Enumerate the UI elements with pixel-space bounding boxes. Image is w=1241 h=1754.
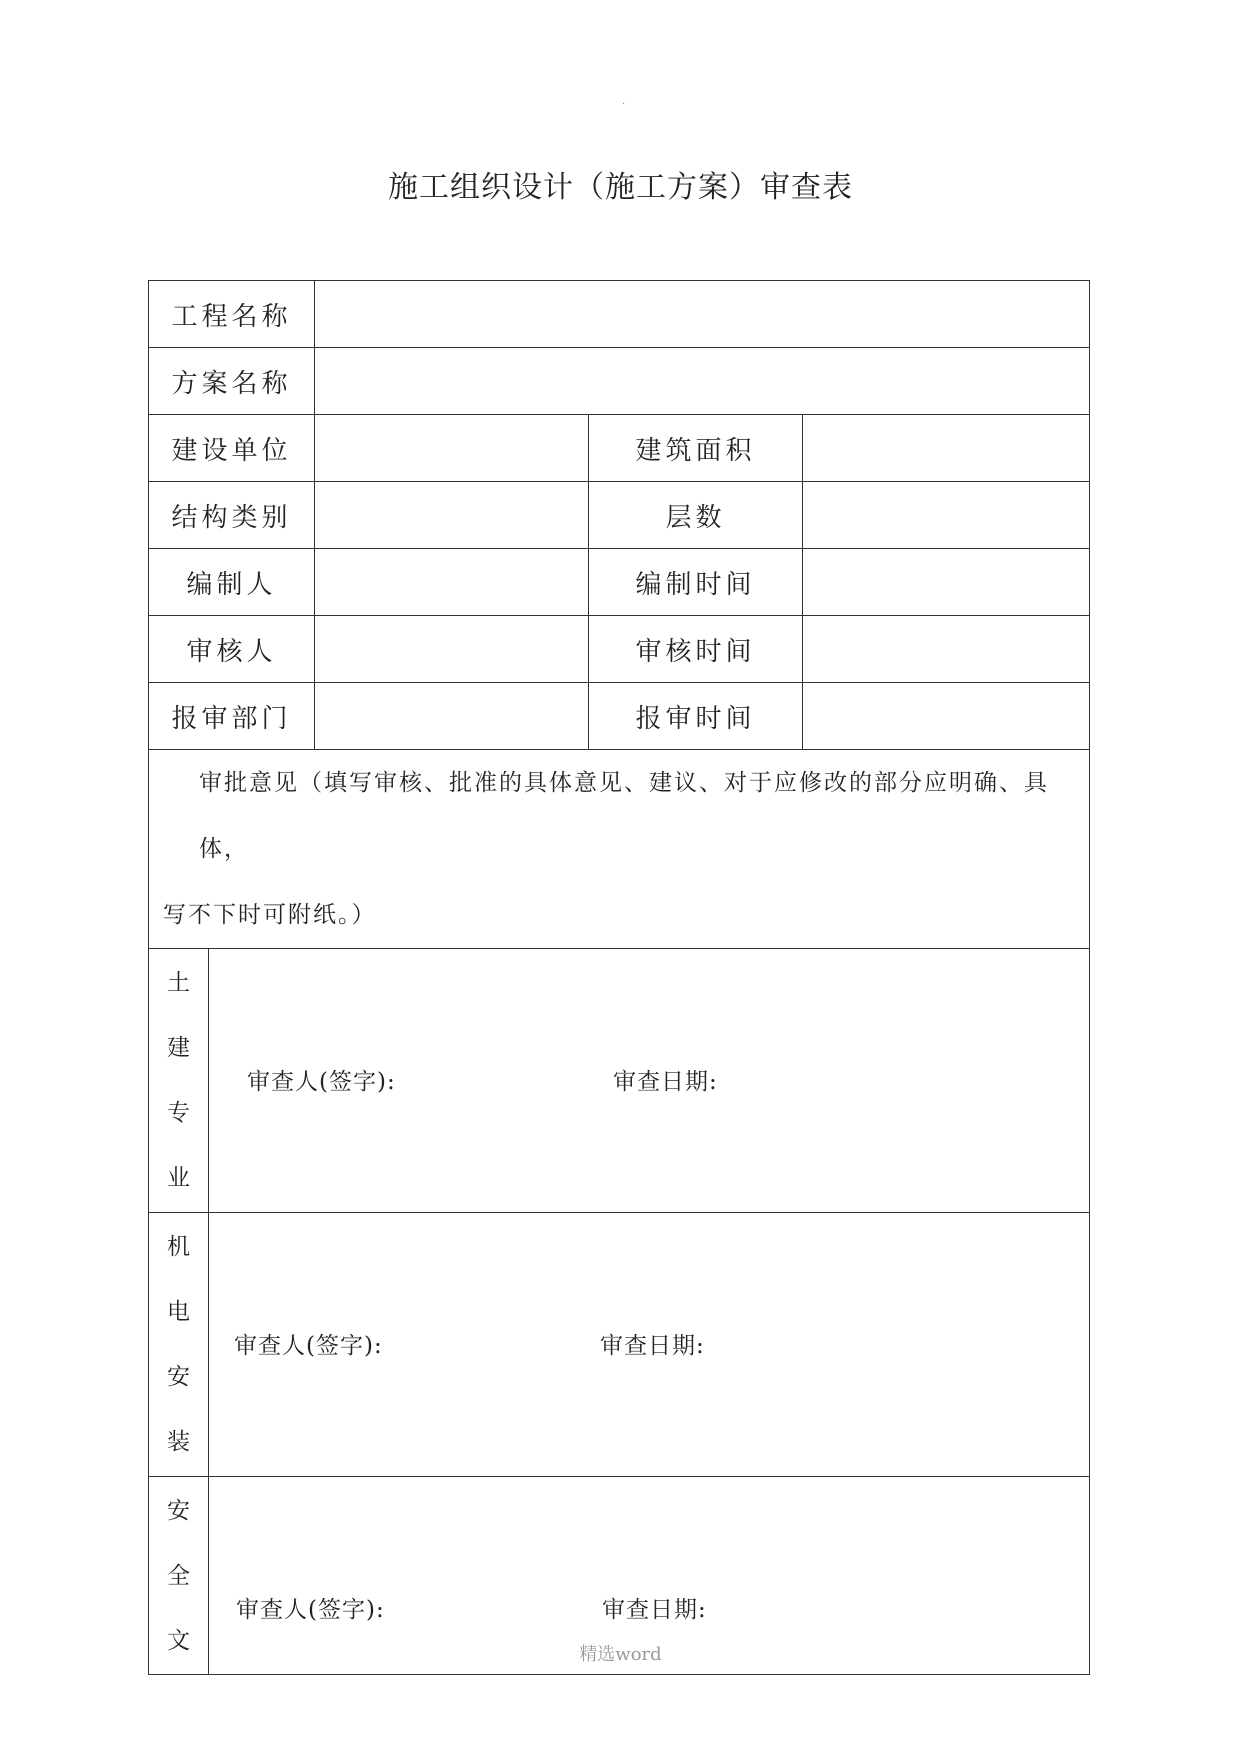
- footer-watermark: 精选word: [579, 1644, 662, 1665]
- section-civil-body[interactable]: [209, 949, 1090, 1213]
- row-builder: [149, 415, 1090, 482]
- section-civil: [149, 949, 1090, 1213]
- submit-time-label: 报审时间: [589, 683, 803, 750]
- row-author: [149, 549, 1090, 616]
- signer-label: 审查人(签字):: [236, 1597, 385, 1623]
- submit-time-field[interactable]: [803, 683, 1090, 750]
- section-char: 业: [167, 1165, 190, 1191]
- row-structure: [149, 482, 1090, 549]
- builder-label: 建设单位: [149, 415, 315, 482]
- opinion-line-1: 审批意见（填写审核、批准的具体意见、建议、对于应修改的部分应明确、具体，: [199, 770, 1049, 862]
- section-char: 土: [167, 970, 190, 996]
- row-dept: [149, 683, 1090, 750]
- author-time-label: 编制时间: [589, 549, 803, 616]
- reviewer-field[interactable]: [315, 616, 589, 683]
- author-label: 编制人: [149, 549, 315, 616]
- dept-label: 报审部门: [149, 683, 315, 750]
- author-time-field[interactable]: [803, 549, 1090, 616]
- section-char: 装: [167, 1429, 190, 1455]
- area-field[interactable]: [803, 415, 1090, 482]
- floors-label: 层数: [589, 482, 803, 549]
- row-plan-name: [149, 348, 1090, 415]
- section-civil-title: [149, 949, 209, 1213]
- signer-label: 审查人(签字):: [247, 1069, 396, 1095]
- project-name-label: 工程名称: [149, 281, 315, 348]
- section-char: 安: [167, 1364, 190, 1390]
- plan-name-field[interactable]: [315, 348, 1090, 415]
- section-char: 电: [167, 1299, 190, 1325]
- structure-label: 结构类别: [149, 482, 315, 549]
- plan-name-label: 方案名称: [149, 348, 315, 415]
- row-reviewer: [149, 616, 1090, 683]
- date-label: 审查日期:: [600, 1333, 705, 1359]
- section-char: 建: [167, 1035, 190, 1061]
- date-label: 审查日期:: [613, 1069, 718, 1095]
- opinion-line-2: 写不下时可附纸。）: [163, 902, 377, 928]
- area-label: 建筑面积: [589, 415, 803, 482]
- section-char: 机: [167, 1234, 190, 1260]
- author-field[interactable]: [315, 549, 589, 616]
- section-electromechanical: [149, 1213, 1090, 1477]
- floors-field[interactable]: [803, 482, 1090, 549]
- signer-label: 审查人(签字):: [234, 1333, 383, 1359]
- review-time-label: 审核时间: [589, 616, 803, 683]
- review-form-table: [148, 280, 1090, 1675]
- reviewer-label: 审核人: [149, 616, 315, 683]
- section-char: 安: [167, 1498, 190, 1524]
- section-char: 专: [167, 1100, 190, 1126]
- section-electromechanical-title: [149, 1213, 209, 1477]
- project-name-field[interactable]: [315, 281, 1090, 348]
- review-time-field[interactable]: [803, 616, 1090, 683]
- page-title: 施工组织设计（施工方案）审查表: [388, 170, 853, 205]
- section-char: 全: [167, 1563, 190, 1589]
- section-char: 文: [167, 1628, 190, 1654]
- dept-field[interactable]: [315, 683, 589, 750]
- row-opinion: [149, 750, 1090, 949]
- date-label: 审查日期:: [602, 1597, 707, 1623]
- top-mark: .: [622, 96, 626, 107]
- row-project-name: [149, 281, 1090, 348]
- section-electromechanical-body[interactable]: [209, 1213, 1090, 1477]
- structure-field[interactable]: [315, 482, 589, 549]
- builder-field[interactable]: [315, 415, 589, 482]
- opinion-cell: [149, 750, 1090, 949]
